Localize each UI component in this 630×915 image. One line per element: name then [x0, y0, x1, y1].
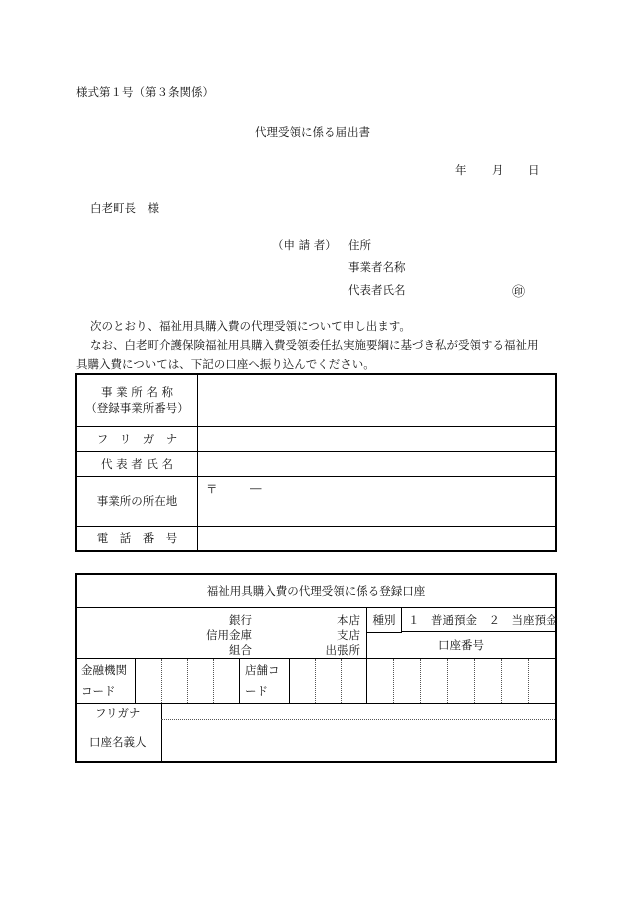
type-label: 種別: [367, 608, 402, 633]
phone-field[interactable]: [198, 526, 557, 551]
code-row: [77, 659, 555, 704]
account-number-label: 口座番号: [367, 633, 555, 659]
divider: [528, 659, 529, 703]
applicant-label: （申 請 者）: [272, 238, 337, 252]
branch-code-label-1: 店舗コ: [245, 663, 280, 677]
table-row: [76, 476, 556, 526]
business-name-label: 事業者名称: [348, 260, 406, 274]
divider: [315, 659, 316, 703]
divider: [341, 659, 342, 703]
divider: [239, 659, 240, 703]
holder-row: [77, 704, 555, 761]
bank-label: 銀行: [229, 613, 252, 627]
holder-label: 口座名義人: [89, 735, 147, 749]
addressee: 白老町長 様: [90, 201, 159, 215]
divider: [420, 659, 421, 703]
rep-name-field[interactable]: [198, 451, 557, 476]
location-field[interactable]: [198, 476, 557, 526]
type-options[interactable]: １ 普通預金 ２ 当座預金: [402, 608, 555, 632]
business-info-table: [75, 373, 557, 552]
divider: [474, 659, 475, 703]
table-row: [76, 426, 556, 451]
divider: [161, 704, 162, 761]
branch-label: 支店: [337, 628, 360, 642]
institution-code-label-2: コード: [81, 684, 116, 698]
phone-label: 電 話 番 号: [76, 526, 198, 551]
furigana-field[interactable]: [198, 426, 557, 451]
table-row: [76, 374, 556, 426]
date-year: 年: [455, 163, 467, 177]
holder-name-field[interactable]: [163, 721, 553, 759]
bank-cell[interactable]: [77, 608, 367, 659]
holder-furigana-label: フリガナ: [95, 706, 141, 720]
institution-code-label-1: 金融機関: [81, 663, 127, 677]
divider: [135, 659, 136, 703]
postal-mark: 〒: [206, 481, 218, 496]
rep-name-label: 代 表 者 氏 名: [76, 451, 198, 476]
postal-dash: ―: [250, 480, 262, 495]
office-name-field[interactable]: [198, 374, 557, 426]
sub-branch-label: 出張所: [325, 643, 360, 657]
form-number: 様式第１号（第３条関係）: [76, 85, 214, 99]
divider: [187, 659, 188, 703]
divider: [501, 659, 502, 703]
table-row: [76, 451, 556, 476]
divider: [161, 659, 162, 703]
divider: [289, 659, 290, 703]
furigana-label: フ リ ガ ナ: [76, 426, 198, 451]
date-day: 日: [528, 163, 540, 177]
page-title: 代理受領に係る届出書: [255, 125, 370, 139]
association-label: 組合: [229, 643, 252, 657]
account-table: [75, 573, 557, 763]
divider: [366, 659, 367, 703]
divider: [393, 659, 394, 703]
head-office-label: 本店: [337, 613, 360, 627]
location-label: 事業所の所在地: [76, 476, 198, 526]
branch-code-label-2: ード: [245, 684, 268, 698]
body-line-1: 次のとおり、福祉用具購入費の代理受領について申し出ます。: [90, 319, 411, 333]
representative-label: 代表者氏名: [348, 283, 406, 297]
account-header: 福祉用具購入費の代理受領に係る登録口座: [77, 575, 555, 608]
table-row: [76, 526, 556, 551]
credit-union-label: 信用金庫: [206, 628, 252, 642]
office-number-text: （登録事業所番号）: [85, 401, 189, 416]
address-label: 住所: [348, 238, 371, 252]
holder-furigana-field[interactable]: [163, 704, 553, 718]
body-line-2: なお、白老町介護保険福祉用具購入費受領委任払実施要綱に基づき私が受領する福祉用: [90, 338, 539, 352]
body-line-3: 具購入費については、下記の口座へ振り込んでください。: [76, 357, 375, 371]
office-name-label: [76, 374, 198, 426]
divider: [213, 659, 214, 703]
seal-icon: ㊞: [512, 285, 526, 300]
divider: [447, 659, 448, 703]
divider: [161, 719, 555, 720]
office-name-text: 事 業 所 名 称: [100, 385, 174, 400]
date-month: 月: [492, 163, 504, 177]
